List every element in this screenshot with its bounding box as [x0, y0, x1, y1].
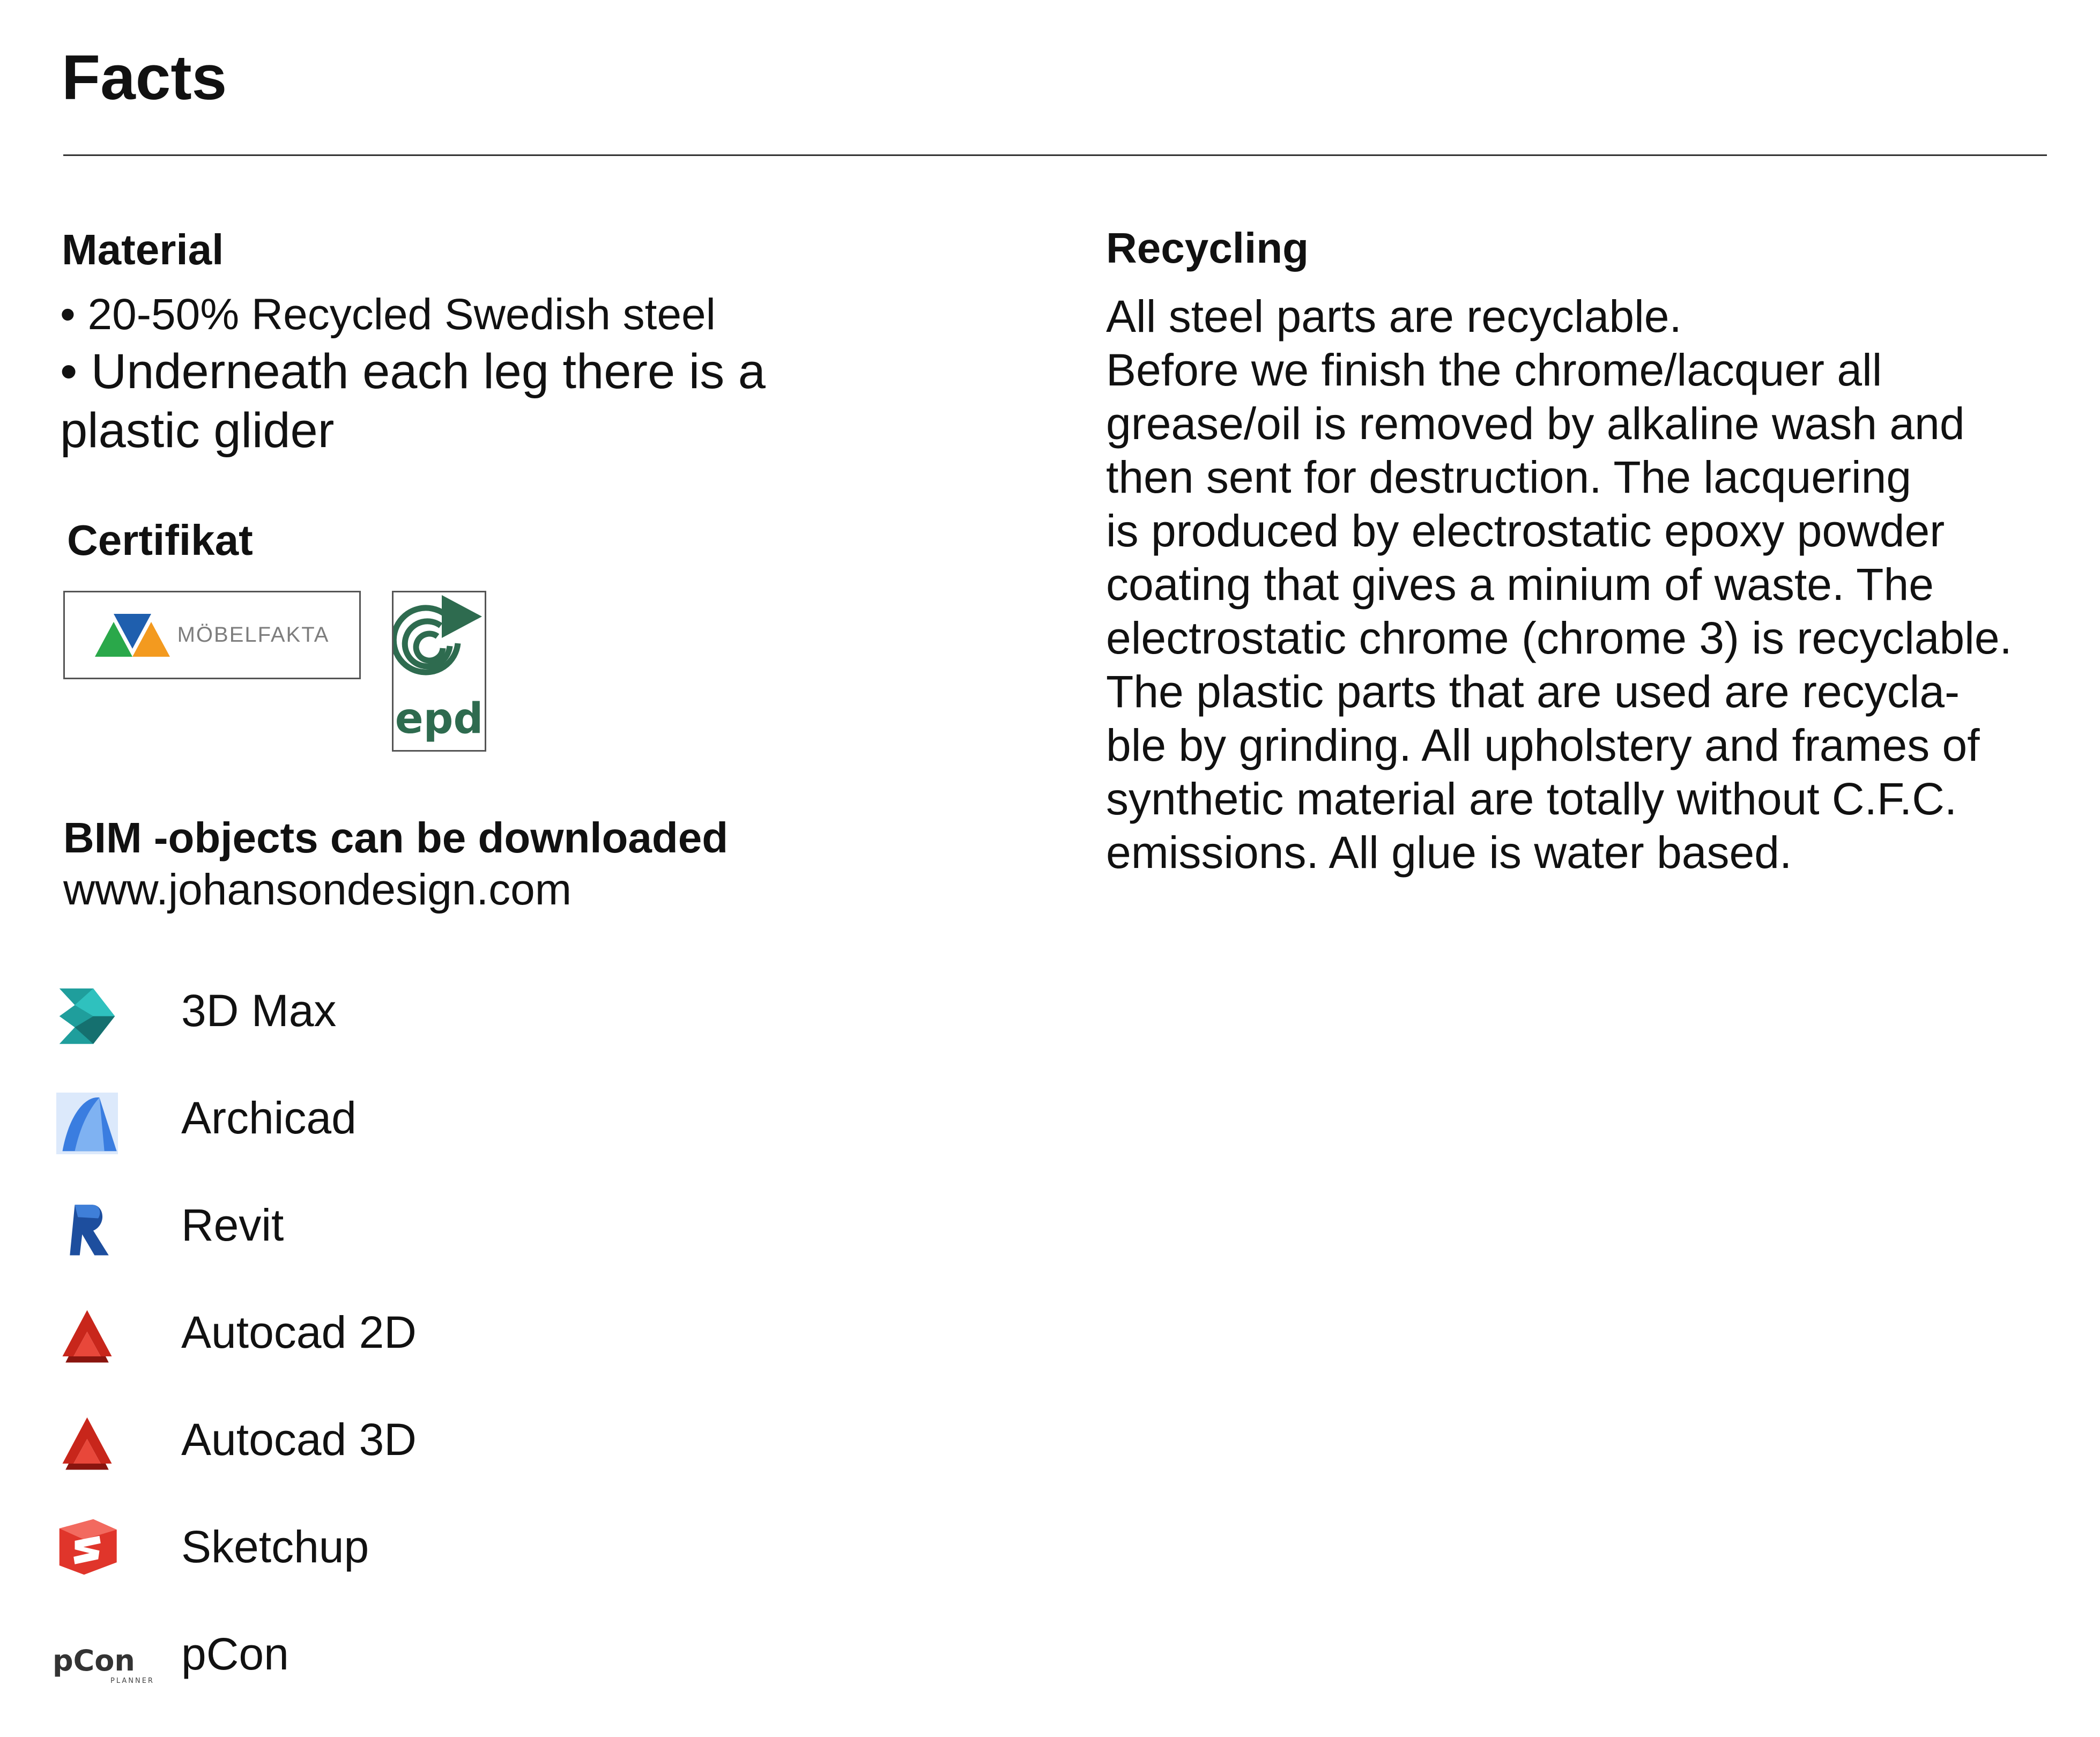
recycling-heading: Recycling — [1106, 224, 1309, 272]
bim-item-sketchup[interactable]: Sketchup — [181, 1521, 369, 1572]
bim-item-3d-max[interactable]: 3D Max — [181, 985, 337, 1036]
epd-logo-text: epd — [395, 695, 484, 743]
mobelfakta-triangles-icon — [95, 611, 170, 659]
recycling-line: synthetic material are totally without C.F.C. — [1106, 774, 1957, 824]
mobelfakta-logo-text: MÖBELFAKTA — [177, 623, 330, 647]
pcon-icon — [53, 1645, 162, 1688]
recycling-line: grease/oil is removed by alkaline wash and — [1106, 398, 1965, 449]
autocad-icon — [56, 1307, 118, 1369]
revit-icon — [56, 1200, 118, 1261]
title-divider — [63, 154, 2047, 156]
recycling-line: ble by grinding. All upholstery and frames of — [1106, 720, 1980, 770]
page-title: Facts — [62, 42, 227, 113]
material-item: • 20-50% Recycled Swedish steel — [60, 290, 716, 339]
bim-url[interactable]: www.johansondesign.com — [63, 865, 572, 914]
recycling-line: coating that gives a minium of waste. The — [1106, 559, 1934, 610]
recycling-line: then sent for destruction. The lacquering — [1106, 452, 1912, 502]
material-item: • Underneath each leg there is a — [60, 344, 766, 399]
epd-cycle-icon — [394, 592, 485, 751]
recycling-line: Before we finish the chrome/lacquer all — [1106, 345, 1882, 395]
epd-logo — [392, 591, 486, 752]
recycling-line: All steel parts are recyclable. — [1106, 291, 1682, 342]
recycling-line: is produced by electrostatic epoxy powder — [1106, 506, 1945, 556]
recycling-line: emissions. All glue is water based. — [1106, 827, 1792, 878]
recycling-line: electrostatic chrome (chrome 3) is recyclable. — [1106, 613, 2012, 663]
pcon-logo-subtext: PLANNER — [110, 1677, 154, 1685]
bim-item-revit[interactable]: Revit — [181, 1200, 284, 1250]
recycling-paragraph — [1106, 290, 2012, 879]
sketchup-icon — [56, 1516, 118, 1578]
archicad-icon — [56, 1093, 118, 1154]
mobelfakta-logo — [63, 591, 361, 679]
pcon-logo-text: pCon — [53, 1644, 135, 1677]
certificates-heading: Certifikat — [67, 516, 253, 564]
3ds-max-icon — [56, 985, 118, 1047]
bim-item-autocad-2d[interactable]: Autocad 2D — [181, 1307, 417, 1357]
autocad-icon — [56, 1414, 118, 1476]
bim-item-archicad[interactable]: Archicad — [181, 1093, 357, 1143]
recycling-line: The plastic parts that are used are recycla- — [1106, 666, 1960, 717]
bim-item-pcon[interactable]: pCon — [181, 1629, 289, 1679]
material-heading: Material — [62, 226, 224, 273]
bim-item-autocad-3d[interactable]: Autocad 3D — [181, 1414, 417, 1465]
material-item: plastic glider — [60, 403, 335, 458]
bim-heading: BIM -objects can be downloaded — [63, 814, 729, 862]
